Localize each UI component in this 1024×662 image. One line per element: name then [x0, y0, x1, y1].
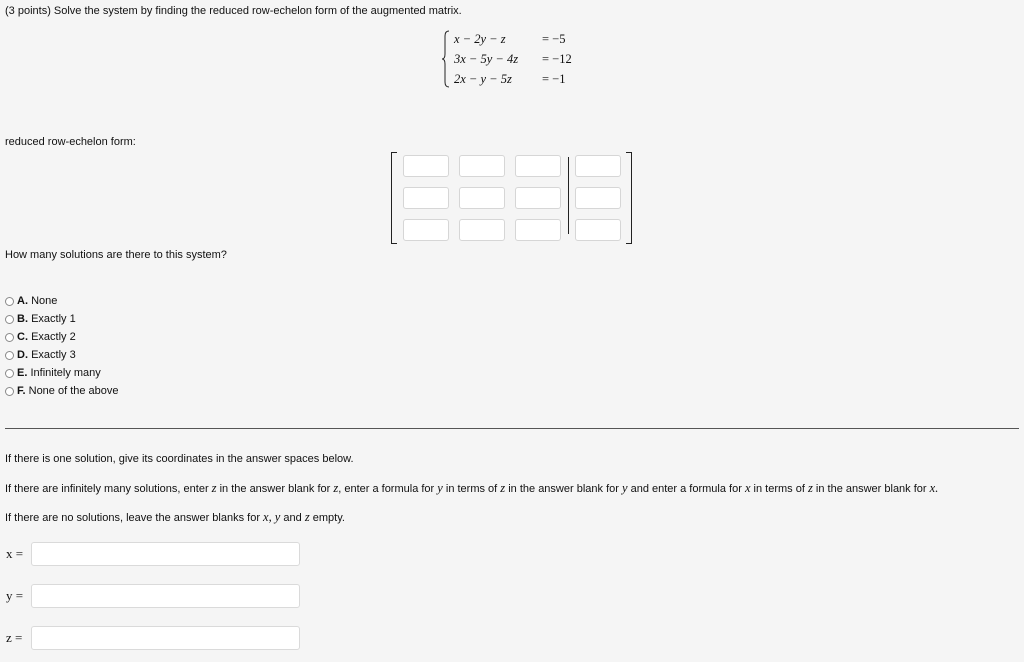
z-answer-label: z = — [6, 630, 23, 645]
option-d[interactable]: D. Exactly 3 — [5, 348, 76, 362]
matrix-cell-r1c1[interactable] — [403, 155, 449, 177]
radio-button[interactable] — [5, 351, 14, 360]
option-a[interactable]: A. None — [5, 294, 57, 308]
option-c[interactable]: C. Exactly 2 — [5, 330, 76, 344]
radio-button[interactable] — [5, 315, 14, 324]
instruction-infinite-solutions: If there are infinitely many solutions, enter z in the answer blank for z, enter a formula for y in terms of z in the answer blank for y and enter a formula for x in terms of z in the answer blank for x. — [5, 481, 939, 495]
matrix-cell-r3c2[interactable] — [459, 219, 505, 241]
option-b[interactable]: B. Exactly 1 — [5, 312, 76, 326]
y-answer-label: y = — [6, 588, 24, 603]
radio-button[interactable] — [5, 333, 14, 342]
matrix-cell-r2c2[interactable] — [459, 187, 505, 209]
equation-3-lhs: 2x − y − 5z — [454, 72, 512, 86]
augment-divider — [568, 157, 569, 234]
instruction-no-solutions: If there are no solutions, leave the answer blanks for x, y and z empty. — [5, 510, 345, 524]
option-f[interactable]: F. None of the above — [5, 384, 119, 398]
option-e[interactable]: E. Infinitely many — [5, 366, 101, 380]
matrix-cell-r1c3[interactable] — [515, 155, 561, 177]
x-answer-input[interactable] — [31, 542, 300, 566]
radio-button[interactable] — [5, 369, 14, 378]
equation-3-rhs: = −1 — [542, 72, 566, 86]
equation-2-rhs: = −12 — [542, 52, 572, 66]
radio-button[interactable] — [5, 297, 14, 306]
matrix-right-bracket — [626, 152, 632, 244]
y-answer-input[interactable] — [31, 584, 300, 608]
equation-1-rhs: = −5 — [542, 32, 566, 46]
matrix-cell-r3c4[interactable] — [575, 219, 621, 241]
section-divider — [5, 428, 1019, 429]
equation-2-lhs: 3x − 5y − 4z — [454, 52, 519, 66]
left-brace — [441, 30, 450, 88]
matrix-cell-r1c4[interactable] — [575, 155, 621, 177]
matrix-cell-r3c1[interactable] — [403, 219, 449, 241]
matrix-cell-r3c3[interactable] — [515, 219, 561, 241]
x-answer-label: x = — [6, 546, 24, 561]
rref-label: reduced row-echelon form: — [5, 136, 136, 148]
instruction-one-solution: If there is one solution, give its coordinates in the answer spaces below. — [5, 453, 354, 465]
equation-1-lhs: x − 2y − z — [454, 32, 506, 46]
matrix-cell-r2c3[interactable] — [515, 187, 561, 209]
matrix-left-bracket — [391, 152, 397, 244]
radio-button[interactable] — [5, 387, 14, 396]
matrix-cell-r1c2[interactable] — [459, 155, 505, 177]
problem-header: (3 points) Solve the system by finding the reduced row-echelon form of the augmented matrix. — [5, 5, 462, 17]
matrix-cell-r2c1[interactable] — [403, 187, 449, 209]
matrix-cell-r2c4[interactable] — [575, 187, 621, 209]
solution-count-question: How many solutions are there to this system? — [5, 249, 227, 261]
z-answer-input[interactable] — [31, 626, 300, 650]
